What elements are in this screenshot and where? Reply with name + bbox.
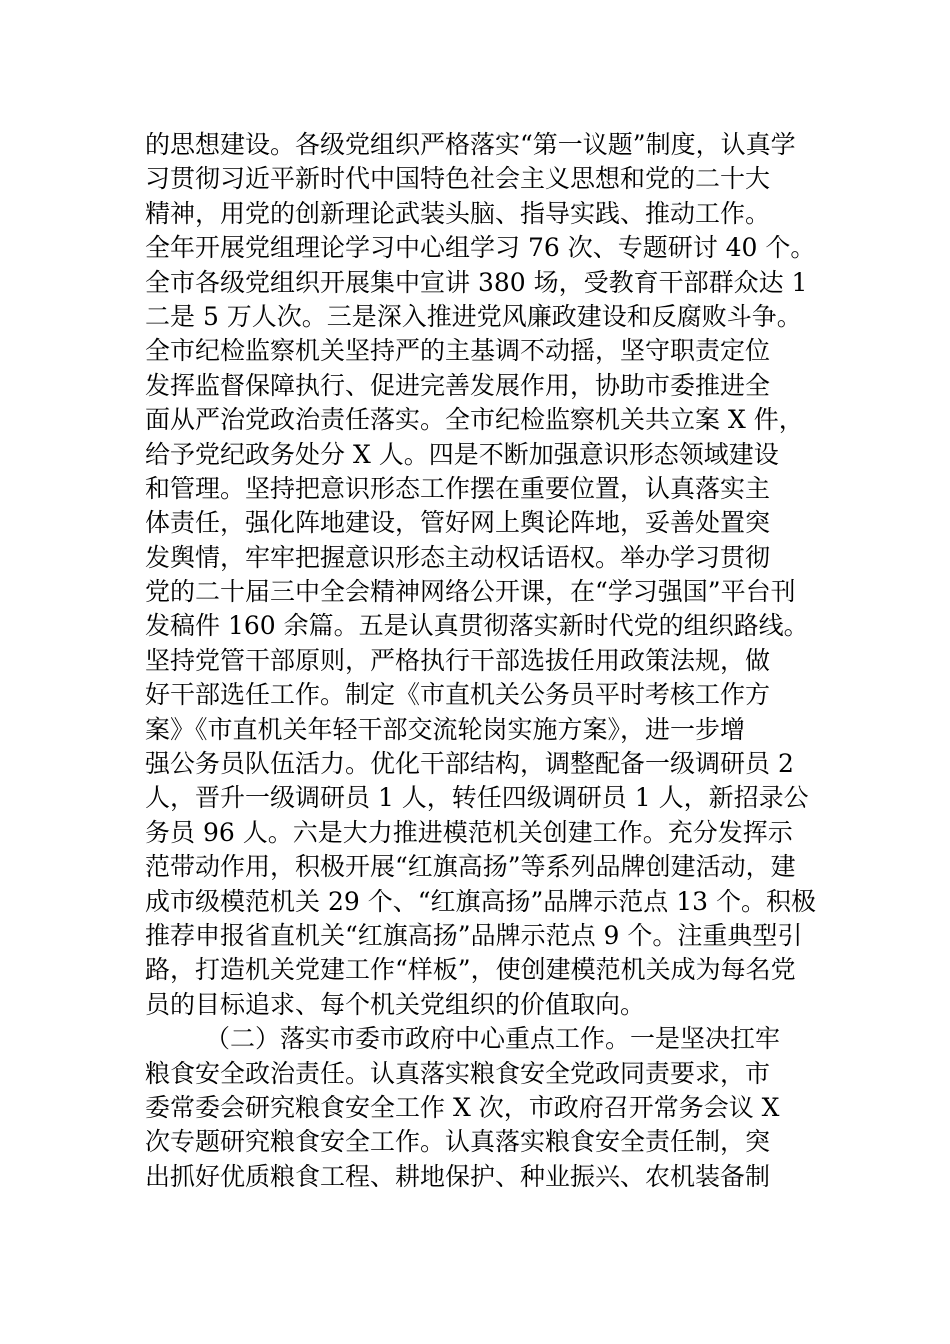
- text-line-12: 体责任，强化阵地建设，管好网上舆论阵地，妥善处置突: [145, 508, 771, 538]
- text-line-8: 发挥监督保障执行、促进完善发展作用，协助市委推进全: [145, 370, 771, 400]
- text-line-20: 人，晋升一级调研员 1 人，转任四级调研员 1 人，新招录公: [145, 783, 809, 813]
- text-line-3: 精神，用党的创新理论武装头脑、指导实践、推动工作。: [145, 198, 771, 228]
- text-line-4: 全年开展党组理论学习中心组学习 76 次、专题研讨 40 个。: [145, 233, 816, 263]
- text-line-10: 给予党纪政务处分 X 人。四是不断加强意识形态领域建设: [145, 439, 779, 469]
- text-line-22: 范带动作用，积极开展“红旗高扬”等系列品牌创建活动，建: [145, 852, 796, 882]
- text-line-9: 面从严治党政治责任落实。全市纪检监察机关共立案 X 件，: [145, 405, 804, 435]
- text-line-15: 发稿件 160 余篇。五是认真贯彻落实新时代党的组织路线。: [145, 611, 809, 641]
- text-line-29: 委常委会研究粮食安全工作 X 次，市政府召开常务会议 X: [145, 1092, 780, 1122]
- text-line-14: 党的二十届三中全会精神网络公开课，在“学习强国”平台刊: [145, 577, 796, 607]
- text-line-2: 习贯彻习近平新时代中国特色社会主义思想和党的二十大: [145, 164, 771, 194]
- section-heading-line: （二）落实市委市政府中心重点工作。一是坚决扛牢: [205, 1024, 781, 1054]
- text-line-21: 务员 96 人。六是大力推进模范机关创建工作。充分发挥示: [145, 817, 793, 847]
- text-line-28: 粮食安全政治责任。认真落实粮食安全党政同责要求，市: [145, 1058, 771, 1088]
- text-line-19: 强公务员队伍活力。优化干部结构，调整配备一级调研员 2: [145, 749, 794, 779]
- text-line-17: 好干部选任工作。制定《市直机关公务员平时考核工作方: [145, 680, 771, 710]
- body-text: [145, 128, 835, 1194]
- text-line-26: 员的目标追求、每个机关党组织的价值取向。: [145, 989, 646, 1019]
- text-line-5: 全市各级党组织开展集中宣讲 380 场，受教育干部群众达 1: [145, 267, 808, 297]
- text-line-18: 案》《市直机关年轻干部交流轮岗实施方案》，进一步增: [145, 714, 746, 744]
- text-line-24: 推荐申报省直机关“红旗高扬”品牌示范点 9 个。注重典型引: [145, 920, 803, 950]
- text-line-23: 成市级模范机关 29 个、“红旗高扬”品牌示范点 13 个。积极: [145, 886, 816, 916]
- text-line-25: 路，打造机关党建工作“样板”，使创建模范机关成为每名党: [145, 955, 796, 985]
- text-line-16: 坚持党管干部原则，严格执行干部选拔任用政策法规，做: [145, 645, 771, 675]
- text-line-11: 和管理。坚持把意识形态工作摆在重要位置，认真落实主: [145, 473, 771, 503]
- text-line-7: 全市纪检监察机关坚持严的主基调不动摇，坚守职责定位: [145, 336, 771, 366]
- text-line-1: 的思想建设。各级党组织严格落实“第一议题”制度，认真学: [145, 130, 796, 159]
- text-line-31: 出抓好优质粮食工程、耕地保护、种业振兴、农机装备制: [145, 1161, 771, 1191]
- text-line-13: 发舆情，牢牢把握意识形态主动权话语权。举办学习贯彻: [145, 542, 771, 572]
- text-line-30: 次专题研究粮食安全工作。认真落实粮食安全责任制，突: [145, 1127, 771, 1157]
- text-line-6: 二是 5 万人次。三是深入推进党风廉政建设和反腐败斗争。: [145, 301, 802, 331]
